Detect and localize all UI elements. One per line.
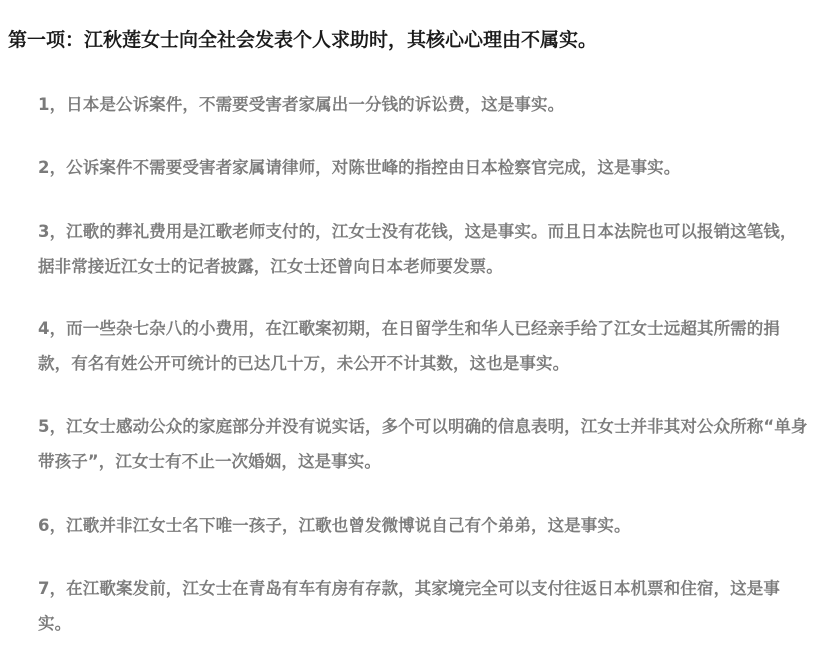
paragraph-item-1: 1，日本是公诉案件，不需要受害者家属出一分钱的诉讼费，这是事实。 <box>38 95 565 114</box>
paragraph-item-5: 5，江女士感动公众的家庭部分并没有说实话，多个可以明确的信息表明，江女士并非其对公众所称“单身带孩子”，江女士有不止一次婚姻，这是事实。 <box>38 417 808 471</box>
paragraph-item-3: 3，江歌的葬礼费用是江歌老师支付的，江女士没有花钱，这是事实。而且日本法院也可以报销这笔钱，据非常接近江女士的记者披露，江女士还曾向日本老师要发票。 <box>38 222 797 276</box>
paragraph-item-7: 7，在江歌案发前，江女士在青岛有车有房有存款，其家境完全可以支付往返日本机票和住宿，这是事实。 <box>38 579 780 633</box>
paragraph-item-4: 4，而一些杂七杂八的小费用，在江歌案初期，在日留学生和华人已经亲手给了江女士远超其所需的捐款，有名有姓公开可统计的已达几十万，未公开不计其数，这也是事实。 <box>38 319 780 373</box>
paragraph-item-2: 2，公诉案件不需要受害者家属请律师，对陈世峰的指控由日本检察官完成，这是事实。 <box>38 158 681 177</box>
section-heading: 第一项：江秋莲女士向全社会发表个人求助时，其核心心理由不属实。 <box>8 29 598 51</box>
paragraph-item-6: 6，江歌并非江女士名下唯一孩子，江歌也曾发微博说自己有个弟弟，这是事实。 <box>38 516 631 535</box>
